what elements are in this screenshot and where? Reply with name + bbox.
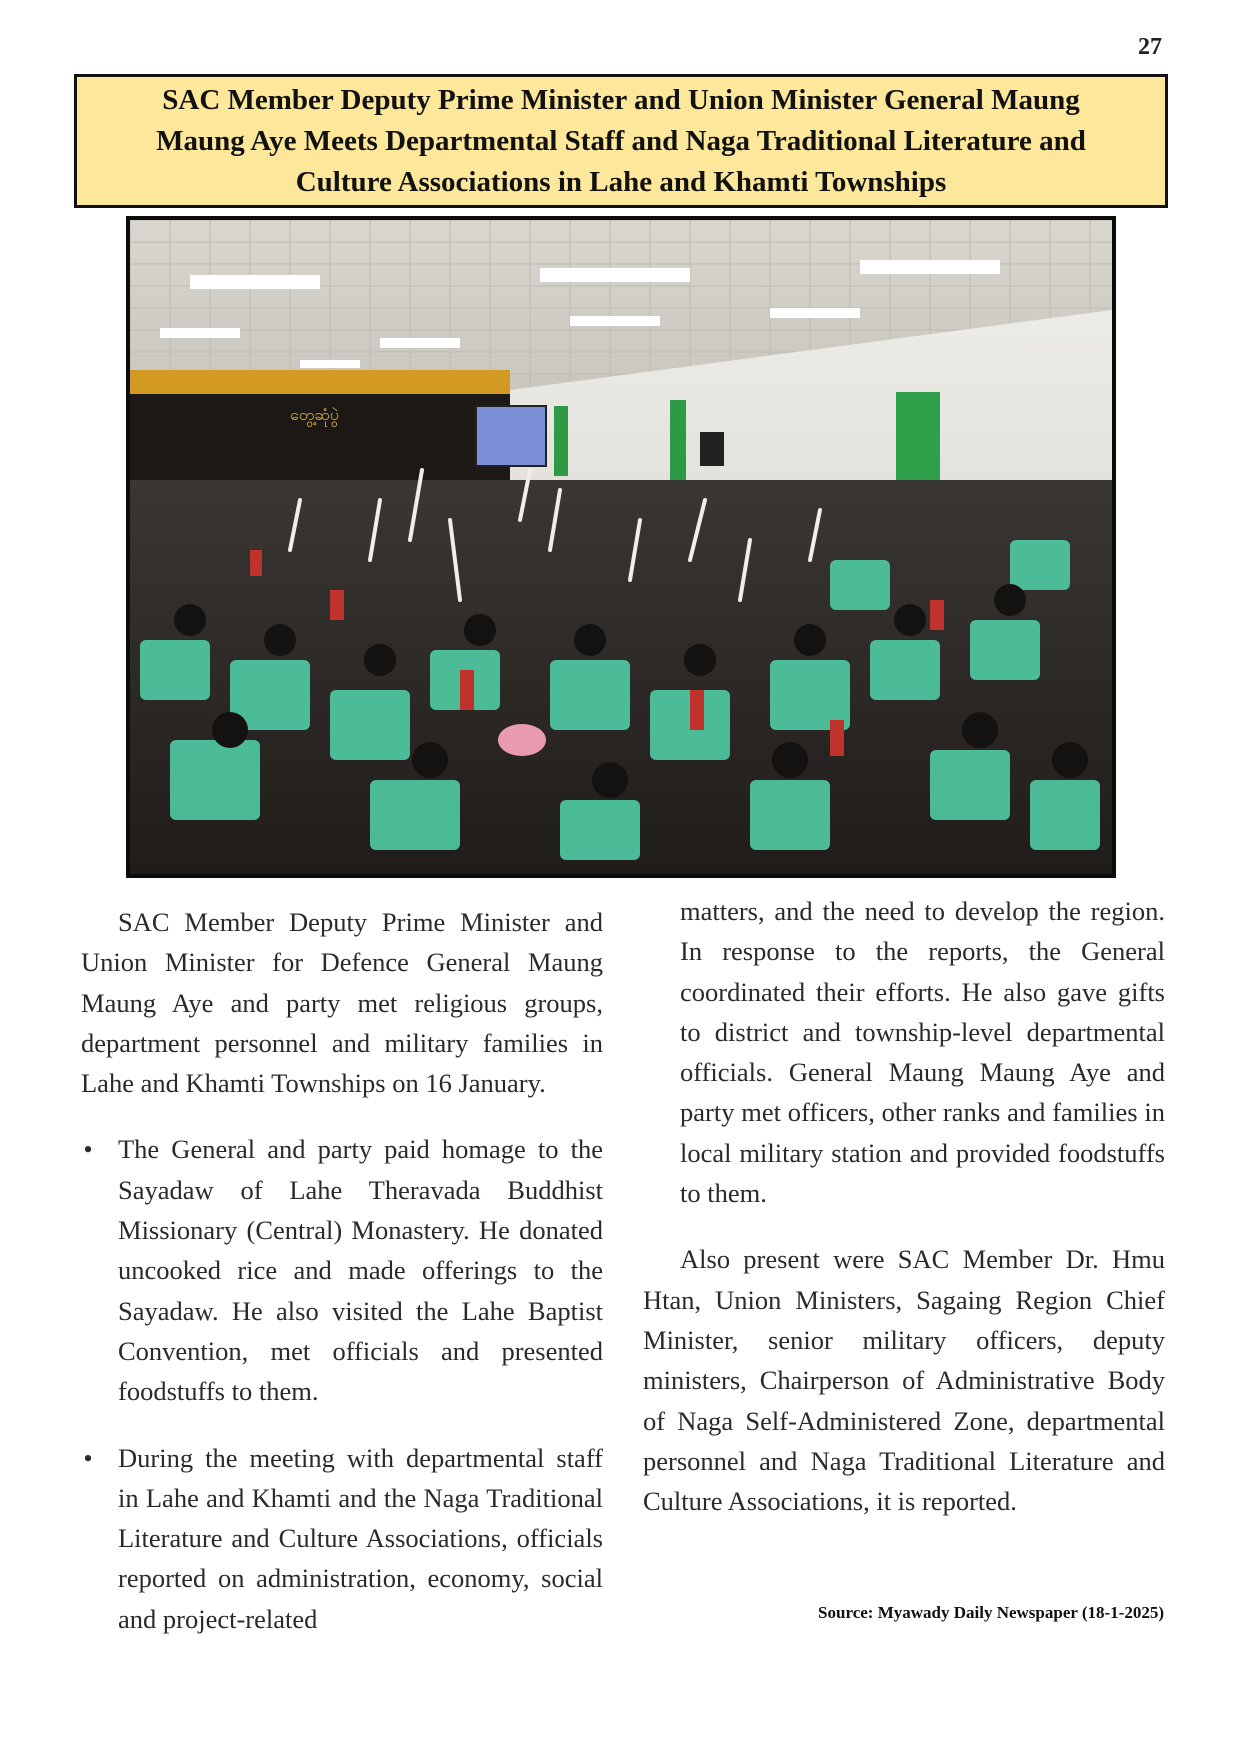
- projector-screen: [476, 406, 546, 466]
- speaker: [700, 432, 724, 466]
- bullet-text-continuation: matters, and the need to develop the region. In response to the reports, the General coordinated their efforts. He also gave gifts to district and township-level departmental officials. General Maung Maung Aye and party met officers, other ranks and families in local military station and provided foodstuffs to them.: [680, 896, 1165, 1209]
- bullet-dot-icon: •: [83, 1134, 93, 1165]
- article-column-right: [643, 891, 1165, 1521]
- stage-curtain-valance: [130, 370, 510, 394]
- bullet-dot-icon: •: [83, 1442, 93, 1473]
- source-credit: Source: Myawady Daily Newspaper (18-1-2025): [818, 1603, 1164, 1622]
- article-column-left: [81, 902, 603, 1639]
- meeting-photo: [126, 216, 1116, 878]
- bullet-text-continued: During the meeting with departmental staff in Lahe and Khamti and the Naga Traditional Literature and Culture Associations, officials reported on administration, economy, social and project-related: [118, 1442, 603, 1634]
- ceiling-light: [190, 275, 320, 289]
- article-closing-paragraph: Also present were SAC Member Dr. Hmu Htan, Union Ministers, Sagaing Region Chief Minister, senior military officers, deputy ministers, Chairperson of Administrative Body of Naga Self-Administered Zone, departmental personnel and Naga Traditional Literature and Culture Associations, it is reported.: [643, 1244, 1165, 1517]
- bullet-item: [81, 1129, 603, 1411]
- article-title: SAC Member Deputy Prime Minister and Union Minister General Maung Maung Aye Meets Departmental Staff and Naga Traditional Literature and Culture Associations in Lahe and Khamti Townships: [156, 83, 1086, 198]
- article-title-box: [74, 74, 1168, 208]
- article-bullet-list: [81, 1129, 603, 1639]
- meeting-photo-illustration: [130, 220, 1112, 874]
- bullet-text: The General and party paid homage to the Sayadaw of Lahe Theravada Buddhist Missionary (Central) Monastery. He donated uncooked rice and made offerings to the Sayadaw. He also visited the Lahe Baptist Convention, met officials and presented foodstuffs to them.: [118, 1134, 603, 1407]
- article-intro-paragraph: SAC Member Deputy Prime Minister and Union Minister for Defence General Maung Maung Aye and party met religious groups, department personnel and military families in Lahe and Khamti Townships on 16 January.: [81, 907, 603, 1099]
- banner-text: တွေ့ဆုံပွဲ: [290, 405, 339, 424]
- bullet-item: [81, 1438, 603, 1639]
- page-number: 27: [1138, 34, 1162, 60]
